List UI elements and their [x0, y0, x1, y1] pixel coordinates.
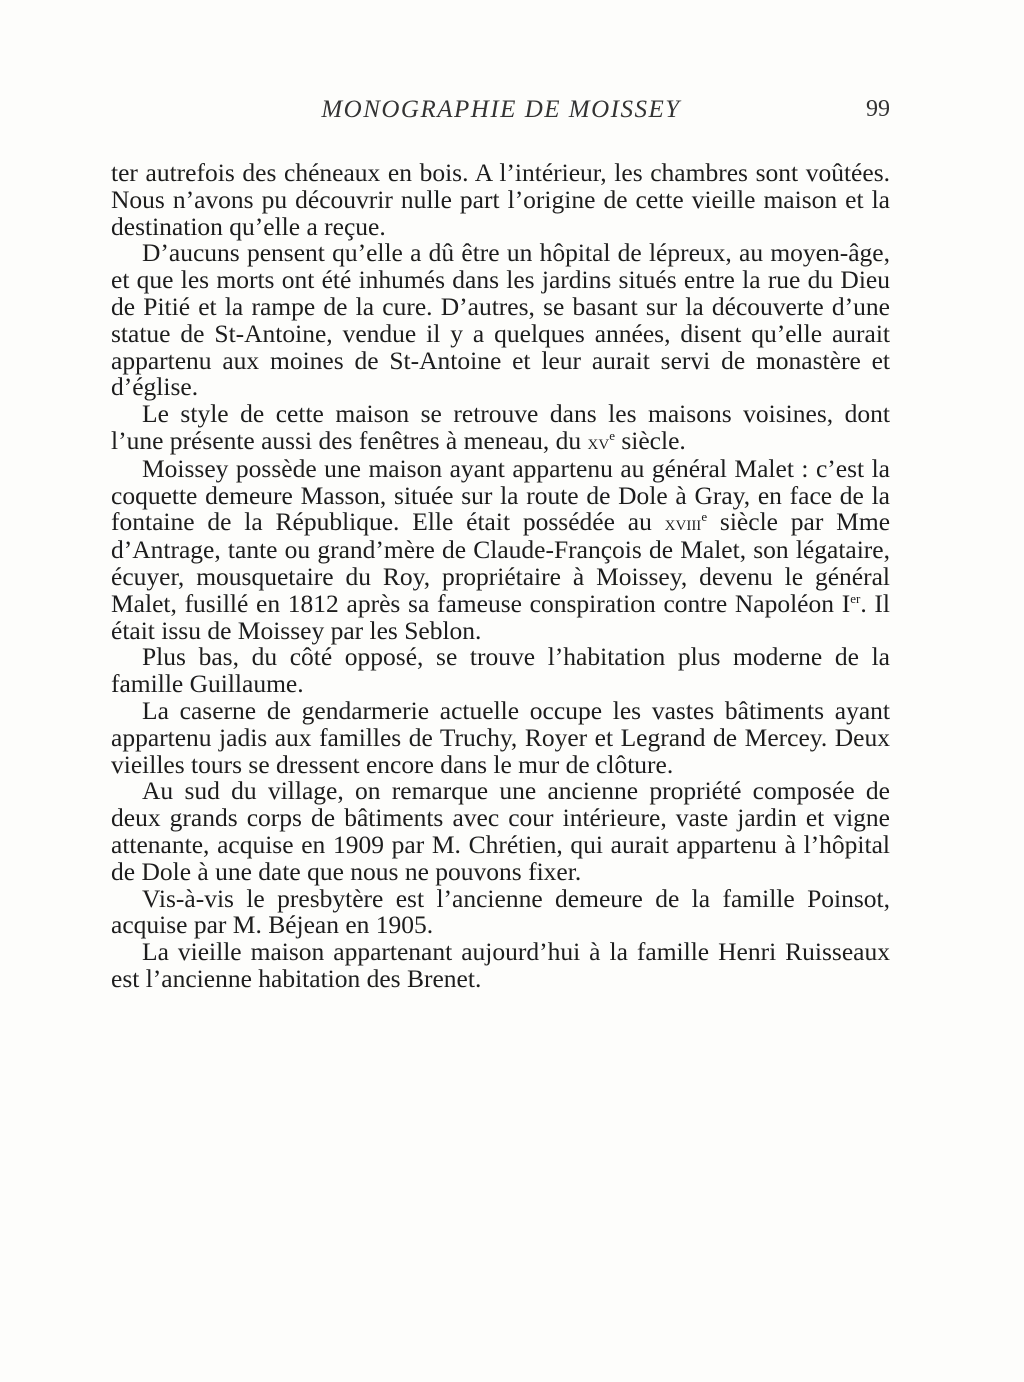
century-numeral: xv	[587, 428, 610, 454]
body-text	[111, 160, 890, 993]
paragraph-4-text-middle: siècle par Mme d’Antrage, tante ou grand’mère de Claude-François de Malet, son légataire, écuyer, mousquetaire du Roy, propriétaire à Moissey, devenu le général Malet, fusillé en 1812 après sa fameuse conspiration contre Napoléon I	[111, 507, 891, 618]
paragraph-5: Plus bas, du côté opposé, se trouve l’habitation plus moderne de la famille Guillaume.	[111, 642, 890, 699]
paragraph-4	[111, 453, 891, 645]
paragraph-9: La vieille maison appartenant aujourd’hui à la famille Henri Ruisseaux est l’ancienne habitation des Brenet.	[111, 937, 890, 993]
paragraph-2: D’aucuns pensent qu’elle a dû être un hôpital de lépreux, au moyen-âge, et que les morts ont été inhumés dans les jardins situés entre la rue du Dieu de Pitié et la rampe de la cure. D’autres, se basant sur la découverte d’une statue de St-Antoine, vendue il y a quelques années, disent qu’elle aurait appartenu aux moines de St-Antoine et leur aurait servi de monastère et d’église.	[111, 238, 890, 402]
century-numeral: xviii	[664, 510, 702, 536]
century-superscript: e	[609, 427, 615, 443]
paragraph-1: ter autrefois des chéneaux en bois. A l’intérieur, les chambres sont voûtées. Nous n’avons pu découvrir nulle part l’origine de cette vieille maison et la destination qu’elle a reçue.	[111, 158, 890, 241]
paragraph-4-text-after: . Il était issu de Moissey par les Seblon.	[111, 588, 890, 645]
paragraph-6: La caserne de gendarmerie actuelle occupe les vastes bâtiments ayant appartenu jadis aux familles de Truchy, Royer et Legrand de Mercey. Deux vieilles tours se dressent encore dans le mur de clôture.	[111, 695, 890, 779]
paragraph-4-text-before: Moissey possède une maison ayant appartenu au général Malet : c’est la coquette demeure Masson, située sur la route de Dole à Gray, en face de la fontaine de la République. Elle était possédée au	[111, 453, 890, 537]
ordinal-superscript: er	[850, 590, 861, 606]
paragraph-3	[111, 401, 890, 456]
running-title: MONOGRAPHIE DE MOISSEY	[321, 96, 681, 123]
paragraph-3-text-after: siècle.	[614, 425, 686, 455]
century-superscript: e	[701, 509, 708, 525]
paragraph-8: Vis-à-vis le presbytère est l’ancienne demeure de la famille Poinsot, acquise par M. Béjean en 1905.	[111, 883, 890, 940]
paragraph-3-text-before: Le style de cette maison se retrouve dans les maisons voisines, dont l’une présente aussi des fenêtres à meneau, du	[111, 399, 890, 455]
running-head	[112, 96, 890, 130]
paragraph-7: Au sud du village, on remarque une ancienne propriété composée de deux grands corps de bâtiments avec cour intérieure, vaste jardin et vigne attenante, acquise en 1909 par M. Chrétien, qui aurait appartenu à l’hôpital de Dole à une date que nous ne pouvons fixer.	[111, 776, 890, 886]
page-number: 99	[866, 96, 890, 122]
